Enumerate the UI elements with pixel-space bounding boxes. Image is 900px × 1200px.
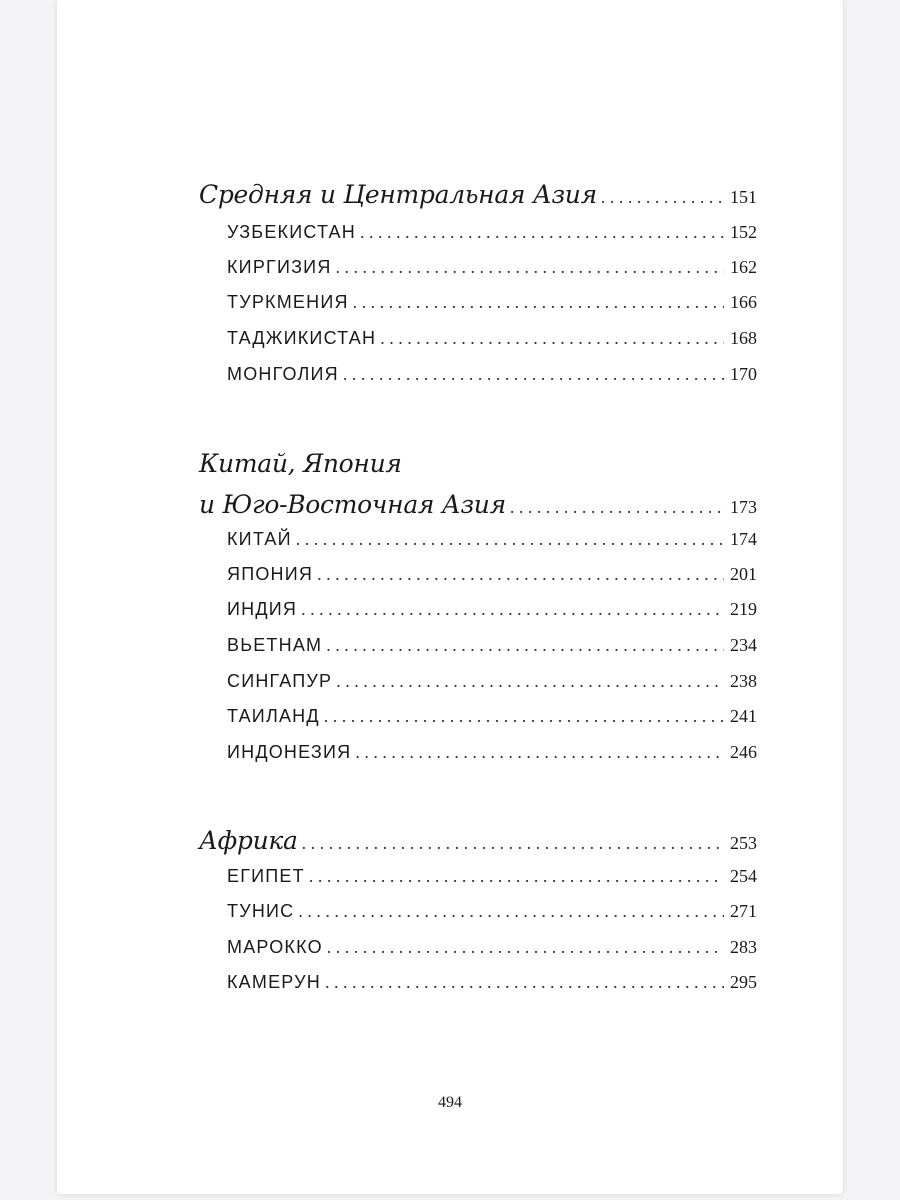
toc-entry: [227, 937, 757, 958]
section-title-text: Китай, Япония: [199, 449, 402, 478]
leader-dots: [601, 187, 724, 208]
entry-page-number: 234: [730, 635, 757, 655]
section-page-number: 151: [730, 187, 757, 207]
entry-page-number: 170: [730, 364, 757, 384]
leader-dots: [309, 866, 724, 887]
toc-entry: [227, 866, 757, 887]
entry-label: УЗБЕКИСТАН: [227, 222, 356, 242]
toc-section-title: [199, 490, 757, 519]
page-number-footer: 494: [438, 1094, 462, 1111]
leader-dots: [510, 497, 724, 518]
toc-entry: [227, 972, 757, 993]
entry-page-number: 241: [730, 706, 757, 726]
leader-dots: [326, 635, 724, 656]
leader-dots: [324, 706, 724, 727]
toc-entry: [227, 706, 757, 727]
entry-page-number: 238: [730, 671, 757, 691]
entry-page-number: 219: [730, 599, 757, 619]
toc-entry: [227, 222, 757, 243]
entry-label: ЕГИПЕТ: [227, 866, 305, 886]
leader-dots: [298, 901, 724, 922]
entry-page-number: 152: [730, 222, 757, 242]
entry-label: ИНДИЯ: [227, 599, 298, 619]
leader-dots: [325, 972, 724, 993]
leader-dots: [355, 742, 724, 763]
entry-page-number: 283: [730, 937, 757, 957]
section-page-number: 253: [730, 833, 757, 853]
toc-section-title: [199, 180, 757, 209]
leader-dots: [317, 564, 724, 585]
section-page-number: 173: [730, 497, 757, 517]
toc-entry: [227, 564, 757, 585]
entry-page-number: 246: [730, 742, 757, 762]
entry-label: МАРОККО: [227, 937, 323, 957]
leader-dots: [343, 364, 724, 385]
toc-entry: [227, 742, 757, 763]
toc-section-title-line1: [199, 449, 402, 478]
leader-dots: [296, 529, 724, 550]
entry-label: ТУРКМЕНИЯ: [227, 292, 349, 312]
toc-entry: [227, 901, 757, 922]
toc-section-title: [199, 826, 757, 855]
entry-label: ЯПОНИЯ: [227, 564, 314, 584]
leader-dots: [302, 833, 724, 854]
entry-label: КИРГИЗИЯ: [227, 257, 332, 277]
entry-label: СИНГАПУР: [227, 671, 333, 691]
entry-label: ИНДОНЕЗИЯ: [227, 742, 352, 762]
toc-entry: [227, 599, 757, 620]
entry-page-number: 174: [730, 529, 757, 549]
toc-entry: [227, 292, 757, 313]
toc-entry: [227, 635, 757, 656]
entry-label: КАМЕРУН: [227, 972, 321, 992]
leader-dots: [301, 599, 724, 620]
toc-entry: [227, 328, 757, 349]
book-page: [57, 0, 843, 1194]
toc-entry: [227, 257, 757, 278]
entry-label: ТАИЛАНД: [227, 706, 320, 726]
toc-entry: [227, 364, 757, 385]
entry-label: КИТАЙ: [227, 529, 292, 549]
section-title-text: Средняя и Центральная Азия: [199, 180, 597, 209]
entry-label: ВЬЕТНАМ: [227, 635, 323, 655]
leader-dots: [336, 257, 724, 278]
entry-page-number: 166: [730, 292, 757, 312]
leader-dots: [327, 937, 724, 958]
entry-label: ТУНИС: [227, 901, 295, 921]
entry-page-number: 295: [730, 972, 757, 992]
toc-entry: [227, 529, 757, 550]
entry-page-number: 201: [730, 564, 757, 584]
leader-dots: [360, 222, 724, 243]
toc-entry: [227, 671, 757, 692]
entry-page-number: 162: [730, 257, 757, 277]
entry-page-number: 254: [730, 866, 757, 886]
section-title-text: Африка: [199, 826, 298, 855]
entry-page-number: 168: [730, 328, 757, 348]
entry-label: МОНГОЛИЯ: [227, 364, 339, 384]
entry-label: ТАДЖИКИСТАН: [227, 328, 377, 348]
leader-dots: [353, 292, 724, 313]
leader-dots: [380, 328, 724, 349]
section-title-text: и Юго-Восточная Азия: [199, 490, 506, 519]
leader-dots: [336, 671, 724, 692]
entry-page-number: 271: [730, 901, 757, 921]
